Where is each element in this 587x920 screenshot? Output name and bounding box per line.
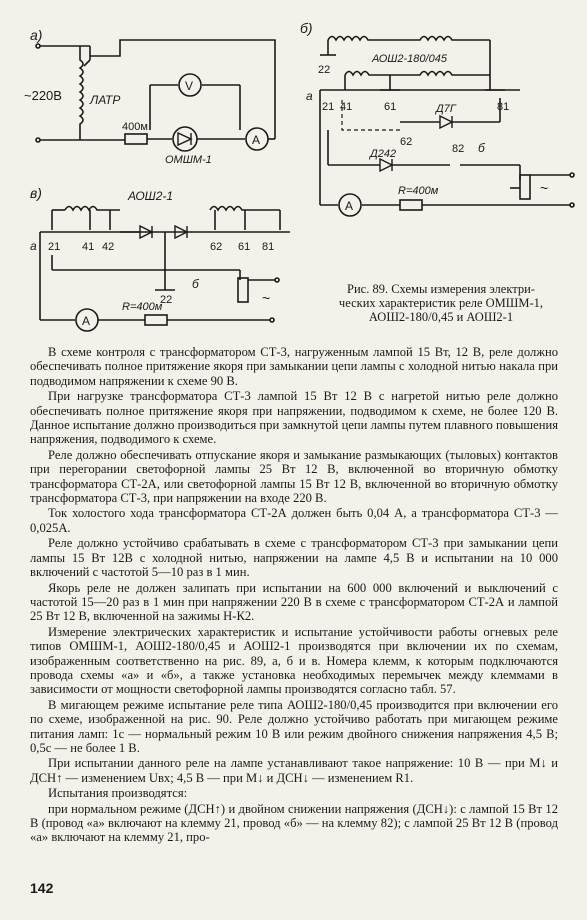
paragraph: При испытании данного реле на лампе устанавливают такое напряжение: 10 В — при М↓ и ДСН↑ — изменением Uвх; 4,5 В — при М↓ и ДСН↓ — изменением R1. <box>30 756 558 785</box>
panel-a-latr: ЛАТР <box>90 93 121 107</box>
caption-line-1: Рис. 89. Схемы измерения электри- <box>347 282 535 296</box>
panel-b-label: б) <box>300 20 313 36</box>
panel-v-term-61: 61 <box>238 241 251 253</box>
paragraph: При нагрузке трансформатора СТ-3 лампой 15 Вт 12 В с нагретой нитью реле должно обеспечивать полное притяжение якоря при напряжении, подводимом к схеме, не более 120 В. Данное испытание должно производиться при замкнутой цепи лампы путем плавного повышения напряжения, подводимого к схеме. <box>30 389 558 447</box>
panel-v-term-a: а <box>30 239 37 253</box>
panel-b-term-21: 21 <box>322 101 335 113</box>
paragraph: Испытания производятся: <box>48 786 188 801</box>
body-text <box>30 345 558 846</box>
panel-v-relay: АОШ2-1 <box>128 189 174 203</box>
panel-v-term-62: 62 <box>210 241 223 253</box>
caption-line-2: ческих характеристик реле ОМШМ-1, <box>338 296 544 310</box>
panel-a-diagram <box>24 27 275 166</box>
panel-b-diode-d242: Д242 <box>370 148 397 160</box>
panel-b-term-a: а <box>306 89 313 103</box>
panel-v-term-b: б <box>192 277 199 291</box>
paragraph: Измерение электрических характеристик и испытание устойчивости работы огневых реле типов ОМШМ-1, АОШ2-180/0,45 и АОШ2-1 производятся при включении их по схемам, изображенным соответственно на рис. 89, а, б и в. Номера клемм, к которым подключаются провода схемы «а» и «б», а также установка необходимых перемычек между клеммами в зависимости от мощности светофорной лампы производятся согласно табл. 57. <box>30 624 558 697</box>
panel-v-term-42: 42 <box>102 241 115 253</box>
paragraph: В схеме контроля с трансформатором СТ-3, нагруженным лампой 15 Вт, 12 В, реле должно обеспечивать полное притяжение якоря при замыкании цепи лампы с холодной нитью накала при подводимом напряжении к схеме 90 В. <box>30 345 558 388</box>
panel-b-diagram <box>300 20 574 216</box>
panel-v-term-41: 41 <box>82 241 95 253</box>
panel-a-label: a) <box>30 27 43 43</box>
paragraph: при нормальном режиме (ДСН↑) и двойном снижении напряжения (ДСН↓): с лампой 15 Вт 12 В (провод «а» включают на клемму 21, провод «б» — на клемму 82); с лампой 25 Вт 12 В (провод «а» включают на клемму 21, про- <box>30 801 558 845</box>
paragraph: Реле должно устойчиво срабатывать в схеме с трансформатором СТ-3 при замыкании цепи лампы 15 Вт 12В с холодной нитью, напряжении на лампе 4,5 В и испытании на 10 000 включений с частотой 5—10 раз в 1 мин. <box>30 536 558 580</box>
panel-b-term-62: 62 <box>400 136 413 148</box>
panel-b-diode-d7g: Д7Г <box>436 103 456 115</box>
panel-v-resistor: R=400м <box>122 301 163 313</box>
panel-v-ammeter: А <box>82 314 91 328</box>
panel-v-label: в) <box>30 185 42 201</box>
panel-v-term-21: 21 <box>48 241 61 253</box>
panel-a-ammeter: А <box>252 133 261 147</box>
panel-v-ac: ~ <box>262 290 271 306</box>
page-number: 142 <box>30 880 54 896</box>
panel-b-term-22: 22 <box>318 64 331 76</box>
panel-v-term-22: 22 <box>160 294 173 306</box>
panel-b-term-81: 81 <box>497 101 510 113</box>
panel-b-term-82: 82 <box>452 143 465 155</box>
paragraph: Реле должно обеспечивать отпускание якоря и замыкание размыкающих (тыловых) контактов при перегорании светофорной лампы 25 Вт 12 В, включенной во вторичную обмотку трансформатора СТ-2А, или светофорной лампы 15 Вт 12 В, включенной во вторичную обмотку трансформатора СТ-3, при напряжении на входе 220 В. <box>30 447 558 506</box>
panel-v-term-81: 81 <box>262 241 275 253</box>
paragraph: В мигающем режиме испытание реле типа АОШ2-180/0,45 производится при включении его по схеме, изображенной на рис. 90. Реле должно устойчиво работать при мигающем режиме питания ламп: 1с — нормальный режим 10 В или режим двойного снижения напряжения 4,5 В; 0,5с — не более 1 В. <box>30 697 558 755</box>
panel-b-resistor: R=400м <box>398 185 439 197</box>
panel-v-diagram <box>30 185 290 331</box>
panel-b-term-b: б <box>478 141 485 155</box>
panel-b-ac: ~ <box>540 180 549 196</box>
panel-a-voltage: ~220В <box>24 88 62 103</box>
panel-b-relay: АОШ2-180/045 <box>372 53 447 65</box>
figure-caption <box>310 282 572 324</box>
paragraph: Ток холостого хода трансформатора СТ-2А должен быть 0,04 А, а трансформатора СТ-3 — 0,025А. <box>30 506 558 535</box>
panel-a-resistor: 400м <box>122 121 148 133</box>
panel-b-term-61: 61 <box>384 101 397 113</box>
panel-b-term-41: 41 <box>340 101 353 113</box>
panel-a-voltmeter: V <box>185 79 194 93</box>
panel-a-relay: ОМШМ-1 <box>165 154 212 166</box>
caption-line-3: АОШ2-180/0,45 и АОШ2-1 <box>368 310 514 324</box>
paragraph: Якорь реле не должен залипать при испытании на 600 000 включений и выключений с частотой 15—20 раз в 1 мин при напряжении 220 В в схеме с трансформатором СТ-2А и лампой 25 Вт 12 В, включенной на зажимы Н-К2. <box>30 580 558 624</box>
panel-b-ammeter: А <box>345 199 354 213</box>
